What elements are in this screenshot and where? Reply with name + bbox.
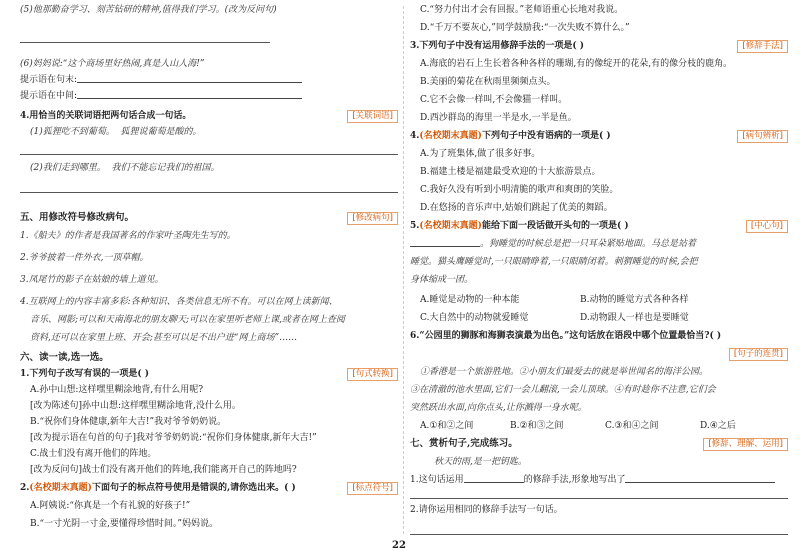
prompt-at-end-label: 提示语在句末: <box>20 75 78 85</box>
topic-tag: [句子的连贯] <box>729 348 788 361</box>
answer-line[interactable] <box>20 154 398 155</box>
option-c[interactable]: C.大自然中的动物就爱睡觉 <box>420 313 529 323</box>
passage-line-3: 突然跃出水面,向你点头,让你溅得一身水呢。 <box>410 403 587 413</box>
option-c-rewrite: [改为反问句]战士们没有离开他们的阵地,我们能离开自己的阵地吗? <box>30 465 297 475</box>
prompt-in-middle-label: 提示语在中间: <box>20 91 78 101</box>
option-a[interactable]: A.阿姨说:“你真是一个有礼貌的好孩子!” <box>30 501 191 511</box>
option-d[interactable]: D.动物跟人一样也是要睡觉 <box>580 313 689 323</box>
exercise-5: (5)他那勤奋学习、刻苦钻研的精神,值得我们学习。(改为反问句) <box>20 5 277 15</box>
topic-tag: [病句辨析] <box>737 130 788 143</box>
option-c[interactable]: C.我好久没有听到小明清脆的歌声和爽朗的笑脸。 <box>420 185 619 195</box>
option-b[interactable]: B.“一寸光阴一寸金,要懂得珍惜时间。”妈妈说。 <box>30 519 219 529</box>
answer-line[interactable] <box>77 74 302 83</box>
sick-sentence-1: 1.《船夫》的作者是我国著名的作家叶圣陶先生写的。 <box>20 231 236 241</box>
prompt-in-middle <box>20 90 302 102</box>
passage-line-1 <box>410 238 696 250</box>
choice-question-5-text: 能给下面一段话做开头句的一项是( ) <box>481 221 629 231</box>
page-number: 22 <box>392 540 406 551</box>
option-d[interactable]: D.在悠扬的音乐声中,姑娘们跳起了优美的舞蹈。 <box>420 203 613 213</box>
topic-tag: [修辞、理解、运用] <box>703 438 788 451</box>
task-1-text-a: 1.这句话运用 <box>410 475 464 485</box>
topic-tag: [中心句] <box>746 220 788 233</box>
sick-sentence-3: 3.凤尾竹的影子在姑娘的墙上道见。 <box>20 275 164 285</box>
answer-line[interactable] <box>20 42 270 43</box>
blank-line[interactable] <box>625 474 775 483</box>
section-5-title: 五、用修改符号修改病句。 <box>20 212 135 223</box>
prompt-at-end <box>20 74 302 86</box>
choice-question-4-text: 下列句子中没有语病的一项是( ) <box>481 131 611 141</box>
option-c[interactable]: C.③和④之间 <box>605 421 659 431</box>
option-a[interactable]: A.为了班集体,做了很多好事。 <box>420 149 541 159</box>
choice-question-1: 1.下列句子改写有误的一项是( ) <box>20 369 150 379</box>
option-a-rewrite: [改为陈述句]孙中山想:这样嘿里糊涂地背,没什么用。 <box>30 401 241 411</box>
q4-item-1 <box>20 126 202 138</box>
q4-item-1-b: 狐狸说葡萄是酸的。 <box>120 127 202 137</box>
quoted-sentence: 秋天的雨,是一把钥匙。 <box>434 457 527 467</box>
passage-line-1: ①香港是一个旅游胜地。②小朋友们最爱去的就是举世闻名的海洋公园。 <box>420 367 709 377</box>
q4-item-1-a: (1)狐狸吃不到葡萄。 <box>30 127 115 137</box>
section-6-title: 六、读一读,选一选。 <box>20 352 109 363</box>
option-b[interactable]: B.动物的睡觉方式各种各样 <box>580 295 689 305</box>
exam-mark: (名校期末真题) <box>29 483 92 493</box>
choice-question-3: 3.下列句子中没有运用修辞手法的一项是( ) <box>410 41 585 51</box>
option-c[interactable]: C.“努力付出才会有回报。”老师语重心长地对我说。 <box>420 5 624 15</box>
passage-line-3: 身体缩成一团。 <box>410 275 474 285</box>
exam-mark: (名校期末真题) <box>419 221 482 231</box>
topic-tag: [修改病句] <box>347 212 398 225</box>
exercise-6: (6)妈妈说:“这个商场里好热闹,真是人山人海!” <box>20 59 205 69</box>
option-a[interactable]: A.睡觉是动物的一种本能 <box>420 295 520 305</box>
sick-sentence-4-line-2: 音乐、网影;可以和天南海北的朋友聊天;可以在家里听老师上课,或者在网上查阅 <box>30 315 345 325</box>
question-4: 4.用恰当的关联词语把两句话合成一句话。 <box>20 111 192 121</box>
choice-question-5: 5.(名校期末真题)能给下面一段话做开头句的一项是( ) <box>410 221 629 231</box>
q4-item-2-a: (2)我们走到哪里。 <box>30 163 106 173</box>
choice-question-6: 6.“公园里的狮豚和海狮表演最为出色。”这句话放在语段中哪个位置最恰当?( ) <box>410 331 722 341</box>
option-a[interactable]: A.海底的岩石上生长着各种各样的珊瑚,有的像绽开的花朵,有的像分枝的鹿角。 <box>420 59 733 69</box>
q4-item-2-b: 我们不能忘记我们的祖国。 <box>111 163 220 173</box>
option-a[interactable]: A.孙中山想:这样嘿里糊涂地背,有什么用呢? <box>30 385 204 395</box>
passage-line-2: 睡觉。猫头鹰睡觉时,一只眼睛睁着,一只眼睛闭着。刺猬睡觉的时候,会把 <box>410 257 698 267</box>
option-b[interactable]: B.美丽的菊花在秋雨里频频点头。 <box>420 77 556 87</box>
option-b[interactable]: B.“祝你们身体健康,新年大吉!”我对爷爷奶奶说。 <box>30 417 227 427</box>
choice-question-2-text: 下面句子的标点符号使用是错误的,请你选出来。( ) <box>91 483 296 493</box>
blank-line[interactable] <box>464 474 524 483</box>
option-b[interactable]: B.②和③之间 <box>510 421 564 431</box>
option-d[interactable]: D.西沙群岛的海里一半是水,一半是鱼。 <box>420 113 577 123</box>
topic-tag: [修辞手法] <box>737 40 788 53</box>
option-a[interactable]: A.①和②之间 <box>420 421 474 431</box>
sick-sentence-4-line-1: 4.互联网上的内容丰富多彩:各种知识、各类信息无所不有。可以在网上读新闻、 <box>20 297 338 307</box>
option-c[interactable]: C.战士们没有离开他们的阵地。 <box>30 449 157 459</box>
task-1 <box>410 474 775 486</box>
passage-line-1-text: 。狗睡觉的时候总是把一只耳朵紧贴地面。马总是站着 <box>480 239 697 249</box>
answer-line[interactable] <box>77 90 302 99</box>
answer-line[interactable] <box>410 534 788 535</box>
answer-line[interactable] <box>20 192 398 193</box>
exam-mark: (名校期末真题) <box>419 131 482 141</box>
section-7-title: 七、赏析句子,完成练习。 <box>410 438 518 449</box>
topic-tag: [标点符号] <box>347 482 398 495</box>
q4-item-2 <box>20 162 220 174</box>
sick-sentence-4-line-3: 资料,还可以在家里上班、开会;甚至可以足不出户进“网上商场”…… <box>30 333 298 343</box>
option-b-rewrite: [改为提示语在句首的句子]我对爷爷奶奶说:“祝你们身体健康,新年大吉!” <box>30 433 317 443</box>
choice-question-4: 4.(名校期末真题)下列句子中没有语病的一项是( ) <box>410 131 611 141</box>
choice-question-2: 2.(名校期末真题)下面句子的标点符号使用是错误的,请你选出来。( ) <box>20 483 296 493</box>
option-b[interactable]: B.福建土楼是福建最受欢迎的十大旅游景点。 <box>420 167 601 177</box>
task-1-text-b: 的修辞手法,形象地写出了 <box>523 475 626 485</box>
option-d[interactable]: D.④之后 <box>700 421 736 431</box>
blank-line[interactable] <box>410 238 480 247</box>
topic-tag: [句式转换] <box>347 368 398 381</box>
passage-line-2: ③在清澈的池水里面,它们一会儿翻滚,一会儿顶球。④有时趁你不注意,它们会 <box>410 385 716 395</box>
task-2: 2.请你运用相同的修辞手法写一句话。 <box>410 505 563 515</box>
option-d[interactable]: D.“千万不要灰心,”同学鼓励我:“一次失败不算什么。” <box>420 23 630 33</box>
sick-sentence-2: 2.爷爷披着一件外衣,一顶草帽。 <box>20 253 149 263</box>
column-divider <box>403 6 404 534</box>
topic-tag: [关联词语] <box>347 110 398 123</box>
answer-line[interactable] <box>410 498 788 499</box>
option-c[interactable]: C.它不会像一样叫,不会像猫一样叫。 <box>420 95 568 105</box>
